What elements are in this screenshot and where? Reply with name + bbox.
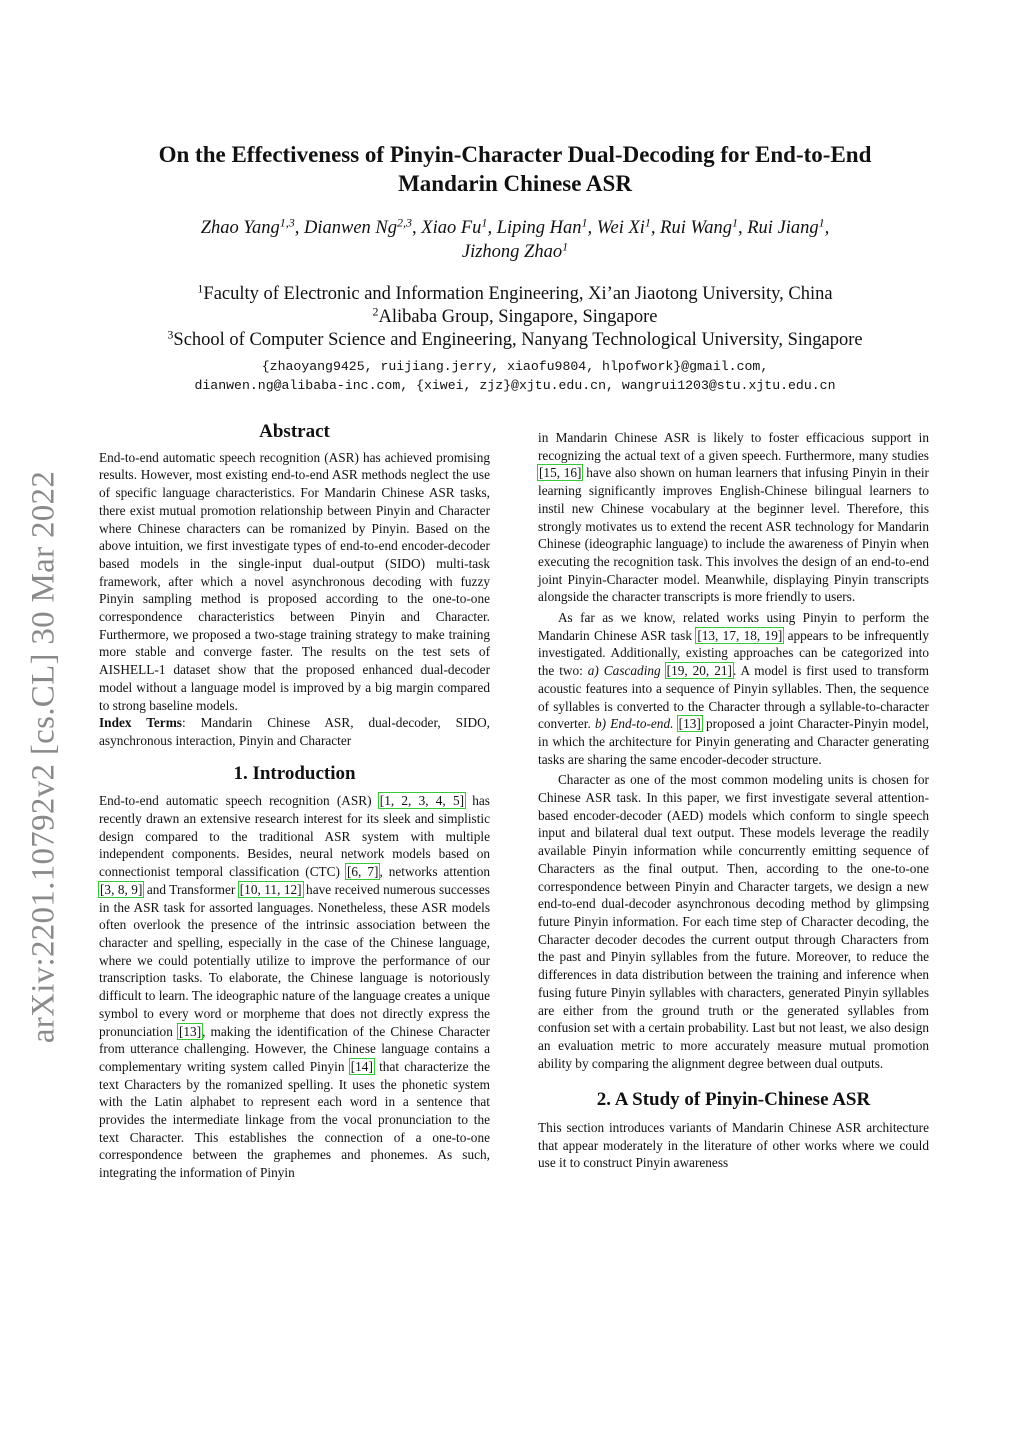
author-emails xyxy=(100,357,930,395)
introduction-heading: 1. Introduction xyxy=(233,762,356,784)
citation-link[interactable]: [10, 11, 12] xyxy=(239,881,302,897)
author: Liping Han$^1$ xyxy=(496,215,588,238)
citation-link[interactable]: [15, 16] xyxy=(539,465,582,481)
affiliation-3: $^3$School of Computer Science and Engineering, Nanyang Technological University, Singapore xyxy=(167,327,863,350)
affiliation-2: $^2$Alibaba Group, Singapore, Singapore xyxy=(372,304,658,327)
citation-link[interactable]: [3, 8, 9] xyxy=(100,881,143,897)
section-2-heading: 2. A Study of Pinyin-Chinese ASR xyxy=(596,1089,871,1111)
paper-title xyxy=(100,140,930,198)
citation-link[interactable]: [13, 17, 18, 19] xyxy=(697,627,783,643)
email-line-1: {zhaoyang9425, ruijiang.jerry, xiaofu9804, hlpofwork}@gmail.com, xyxy=(261,359,769,374)
index-terms: Index Terms: Mandarin Chinese ASR, dual-decoder, SIDO, asynchronous interaction, Pinyin and Character xyxy=(99,715,490,748)
citation-link[interactable]: [6, 7] xyxy=(346,864,379,880)
citation-link[interactable]: [13] xyxy=(178,1023,202,1039)
author: Xiao Fu$^1$ xyxy=(421,215,488,238)
right-column xyxy=(538,429,929,1172)
author-list: Zhao Yang$^{1,3}$, Dianwen Ng$^{2,3}$, Xiao Fu$^1$, Liping Han$^1$, Wei Xi$^1$, Rui Wang$^1$, Rui Jiang$^1$, Jizhong Zhao$^1$ xyxy=(200,215,830,262)
abstract-body: End-to-end automatic speech recognition (ASR) has achieved promising results. However, most existing end-to-end ASR methods neglect the use of specific language characteristics. For Mandarin Chinese ASR tasks, there exist mutual promotion relationship between Pinyin and Character where Chinese characters can be romanized by Pinyin. Based on the above intuition, we first investigate types of end-to-end encoder-decoder based models in the single-input dual-output (SIDO) multi-task framework, after which a novel asynchronous decoding with fuzzy Pinyin sampling method is proposed according to the one-to-one correspondence characteristics between Pinyin and Character. Furthermore, we proposed a two-stage training strategy to make training more stable and converge faster. The results on the test sets of AISHELL-1 dataset show that the proposed enhanced dual-decoder model without a language model is improved by a big margin compared to strong baseline models. xyxy=(99,449,490,713)
paper-title-line-2: Mandarin Chinese ASR xyxy=(398,171,632,196)
author: Jizhong Zhao$^1$ xyxy=(461,239,569,262)
affiliations xyxy=(100,283,930,352)
author: Rui Jiang$^1$ xyxy=(747,215,825,238)
citation-link[interactable]: [14] xyxy=(350,1058,373,1074)
author: Rui Wang$^1$ xyxy=(660,215,738,238)
affiliation-1: $^1$Faculty of Electronic and Information Engineering, Xi’an Jiaotong University, China xyxy=(197,281,833,304)
section-2-paragraph-1: This section introduces variants of Mandarin Chinese ASR architecture that appear moderately in the literature of other works where we could use it to construct Pinyin awareness xyxy=(538,1120,929,1171)
author: Dianwen Ng$^{2,3}$ xyxy=(304,215,413,238)
arxiv-identifier-text: arXiv:2201.10792v2 [cs.CL] 30 Mar 2022 xyxy=(25,470,62,1044)
left-column xyxy=(99,423,490,1182)
citation-link[interactable]: [19, 20, 21] xyxy=(666,663,732,679)
introduction-paragraph-2: As far as we know, related works using Pinyin to perform the Mandarin Chinese ASR task [13, 17, 18, 19] appears to be infrequently investigated. Additionally, existing approaches can be categorized into the two: a) Cascading [19, 20, 21]. A model is first used to transform acoustic features into a sequence of Pinyin syllables. Then, the sequence of syllables is converted to the Character through a syllable-to-character converter. b) End-to-end. [13] proposed a joint Character-Pinyin model, in which the architecture for Pinyin generating and Character generating tasks are sharing the same encoder-decoder structure. xyxy=(538,610,930,767)
abstract-heading: Abstract xyxy=(259,421,330,442)
author: Zhao Yang$^{1,3}$ xyxy=(200,215,295,238)
index-terms-label: Index Terms xyxy=(99,715,182,731)
citation-link[interactable]: [1, 2, 3, 4, 5] xyxy=(379,793,465,809)
author: Wei Xi$^1$ xyxy=(596,215,651,238)
introduction-paragraph-1-continued: in Mandarin Chinese ASR is likely to foster efficacious support in recognizing the actual text of a given speech. Furthermore, many studies [15, 16] have also shown on human learners that infusing Pinyin in their learning significantly improves English-Chinese bilingual learners to instil new Chinese vocabulary at the beginner level. Therefore, this strongly motivates us to extend the recent ASR technology for Mandarin Chinese (ideographic language) to include the awareness of Pinyin when executing the recognition task. This involves the design of an end-to-end joint Pinyin-Character model. Meanwhile, displaying Pinyin transcripts alongside the character transcripts is more friendly to users. xyxy=(538,430,929,605)
introduction-paragraph-1: End-to-end automatic speech recognition (ASR) [1, 2, 3, 4, 5] has recently drawn an extensive research interest for its sleek and simplistic design compared to the traditional ASR system with multiple independent components. Besides, neural network models based on connectionist temporal classification (CTC) [6, 7], networks attention [3, 8, 9] and Transformer [10, 11, 12] have received numerous successes in the ASR task for assorted languages. Nonetheless, these ASR models often overlook the presence of the intrinsic association between the character and spelling, especially in the case of the Chinese language, where we could potentially utilize to improve the performance of our transcription tasks. To elaborate, the Chinese language is notoriously difficult to learn. The ideographic nature of the language creates a unique symbol to every word or morpheme that does not directly express the pronunciation [13], making the identification of the Chinese Character from utterance challenging. However, the Chinese language contains a complementary writing system called Pinyin [14] that characterize the text Characters by the romanized spelling. It uses the phonetic system with the Latin alphabet to represent each word in a sentence that provides the intermediate linkage from the vocal pronunciation to the text Character. This establishes the connection of a one-to-one correspondence between the graphemes and phonemes. As such, integrating the information of Pinyin xyxy=(99,793,491,1181)
paper-title-line-1: On the Effectiveness of Pinyin-Character Dual-Decoding for End-to-End xyxy=(158,142,872,167)
introduction-paragraph-3: Character as one of the most common modeling units is chosen for Chinese ASR task. In this paper, we first investigate several attention-based encoder-decoder (AED) models which conform to single speech input and bilateral dual text output. These models leverage the readily available Pinyin information while concurrently emitting sequence of Characters as the final output. Then, according to the one-to-one correspondence between Pinyin and Character targets, we design a new end-to-end dual-decoder asynchronous decoding method by glimpsing future Pinyin information. For each time step of Character decoding, the Character decoder decodes the current output through Characters from the past and Pinyin syllables from the future. Moreover, to reduce the differences in data distribution between the training and inference when fusing future Pinyin syllables with characters, generated Pinyin syllables are either from the ground truth or the generated syllables from confusion set with a certain probability. Last but not least, we also design an evaluation metric to more accurately measure mutual promotion ability by comparing the alignment degree between dual outputs. xyxy=(538,772,929,1071)
email-line-2: dianwen.ng@alibaba-inc.com, {xiwei, zjz}@xjtu.edu.cn, wangrui1203@stu.xjtu.edu.cn xyxy=(194,378,836,393)
citation-link[interactable]: [13] xyxy=(678,716,701,732)
